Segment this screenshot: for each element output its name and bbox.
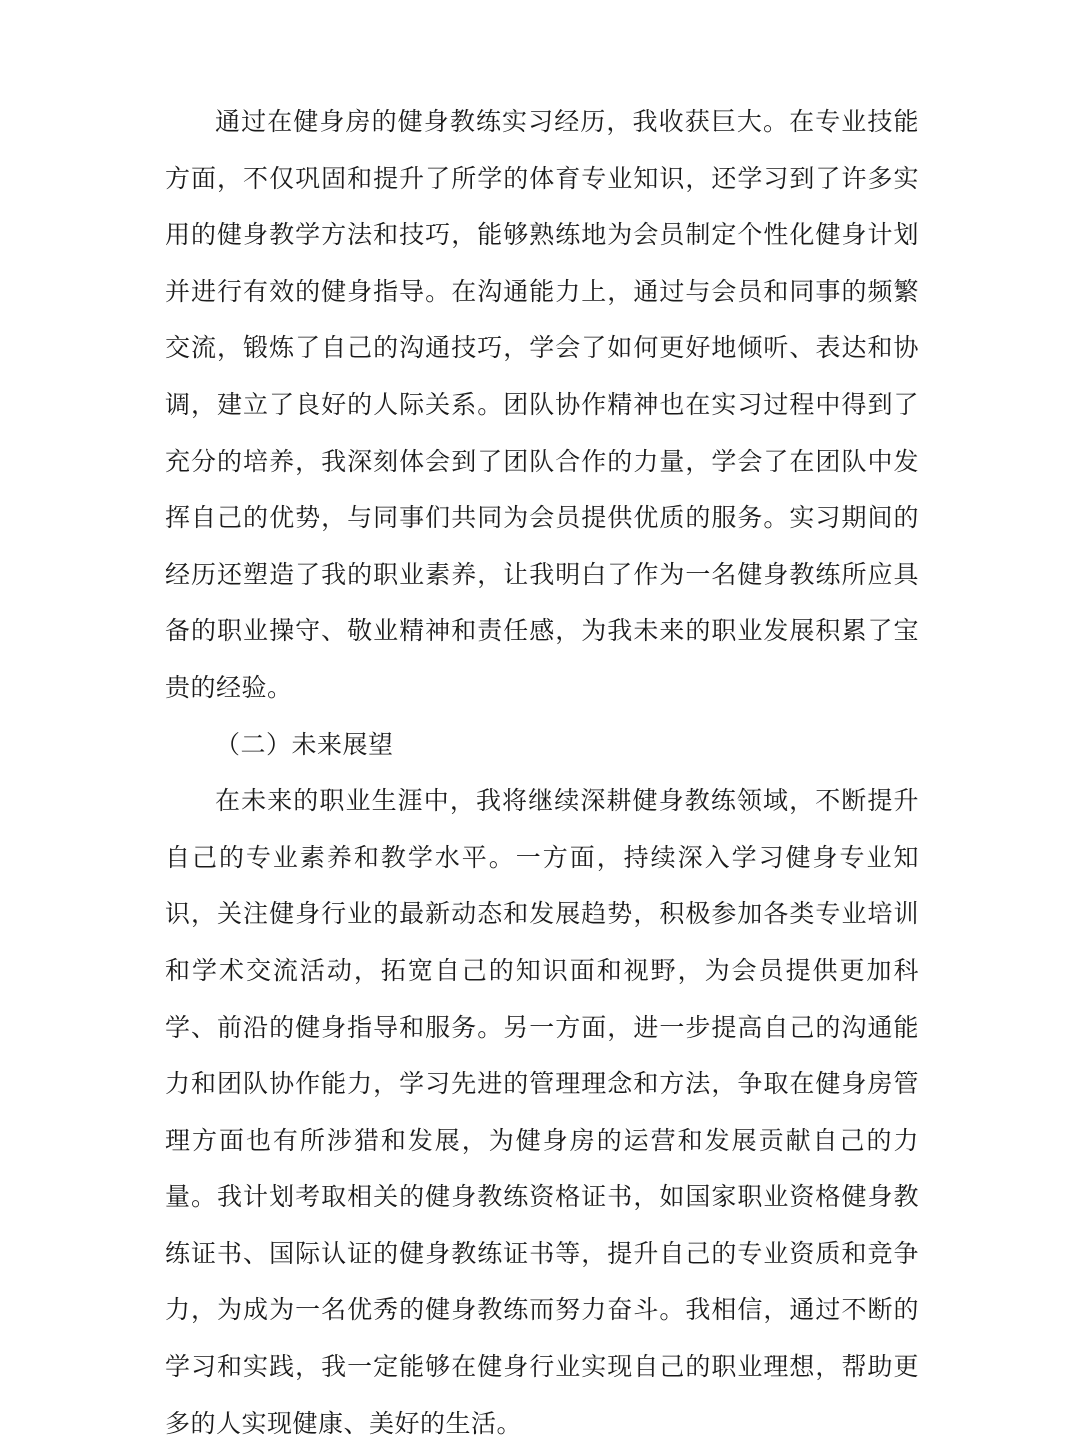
section-heading-future-outlook: （二）未来展望 [215,729,394,759]
paragraph-internship-gains: 通过在健身房的健身教练实习经历，我收获巨大。在专业技能方面，不仅巩固和提升了所学的体育专业知识，还学习到了许多实用的健身教学方法和技巧，能够熟练地为会员制定个性化健身计划并进行有效的健身指导。在沟通能力上，通过与会员和同事的频繁交流，锻炼了自己的沟通技巧，学会了如何更好地倾听、表达和协调，建立了良好的人际关系。团队协作精神也在实习过程中得到了充分的培养，我深刻体会到了团队合作的力量，学会了在团队中发挥自己的优势，与同事们共同为会员提供优质的服务。实习期间的经历还塑造了我的职业素养，让我明白了作为一名健身教练所应具备的职业操守、敬业精神和责任感，为我未来的职业发展积累了宝贵的经验。 [165,107,919,702]
paragraph-future-outlook: 在未来的职业生涯中，我将继续深耕健身教练领域，不断提升自己的专业素养和教学水平。一方面，持续深入学习健身专业知识，关注健身行业的最新动态和发展趋势，积极参加各类专业培训和学术交流活动，拓宽自己的知识面和视野，为会员提供更加科学、前沿的健身指导和服务。另一方面，进一步提高自己的沟通能力和团队协作能力，学习先进的管理理念和方法，争取在健身房管理方面也有所涉猎和发展，为健身房的运营和发展贡献自己的力量。我计划考取相关的健身教练资格证书，如国家职业资格健身教练证书、国际认证的健身教练证书等，提升自己的专业资质和竞争力，为成为一名优秀的健身教练而努力奋斗。我相信，通过不断的学习和实践，我一定能够在健身行业实现自己的职业理想，帮助更多的人实现健康、美好的生活。 [165,786,919,1438]
document-body [165,94,919,1452]
